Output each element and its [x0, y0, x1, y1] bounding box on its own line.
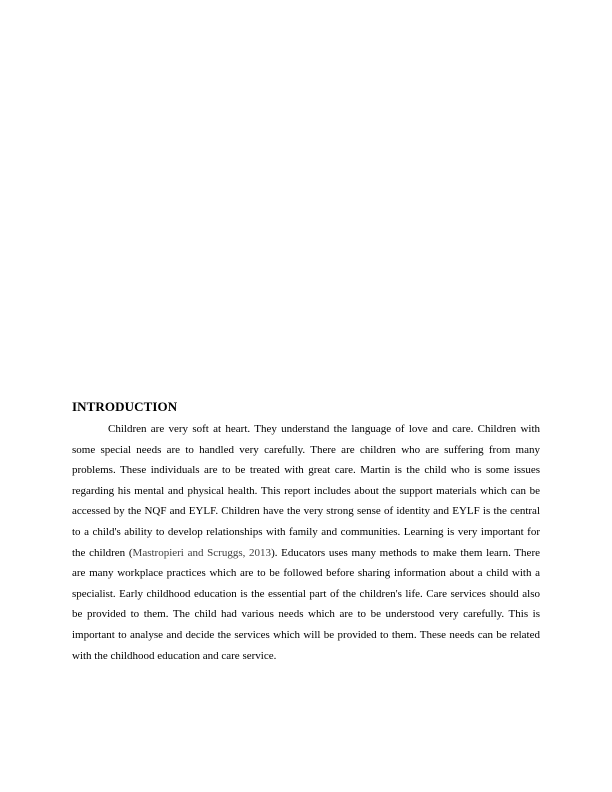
- paragraph-text-after-citation: ). Educators uses many methods to make them learn. There are many workplace practices which are to be followed before sharing information about a child with a specialist. Early childhood education is the essential part of the children's life. Care services should also be provided to them. The child had various needs which are to be understood very carefully. This is important to analyse and decide the services which will be provided to them. These needs can be related with the childhood education and care service.: [72, 546, 540, 662]
- section-heading: INTRODUCTION: [72, 399, 178, 414]
- paragraph-text-before-citation: Children are very soft at heart. They understand the language of love and care. Children with some special needs are to handled very carefully. There are children who are suffering from many problems. These individuals are to be treated with great care. Martin is the child who is some issues regarding his mental and physical health. This report includes about the support materials which can be accessed by the NQF and EYLF. Children have the very strong sense of identity and EYLF is the central to a child's ability to develop relationships with family and communities. Learning is very important for the children (: [72, 423, 540, 559]
- introduction-section: [72, 398, 540, 666]
- citation-reference: Mastropieri and Scruggs, 2013: [132, 546, 272, 559]
- introduction-paragraph: [72, 419, 540, 666]
